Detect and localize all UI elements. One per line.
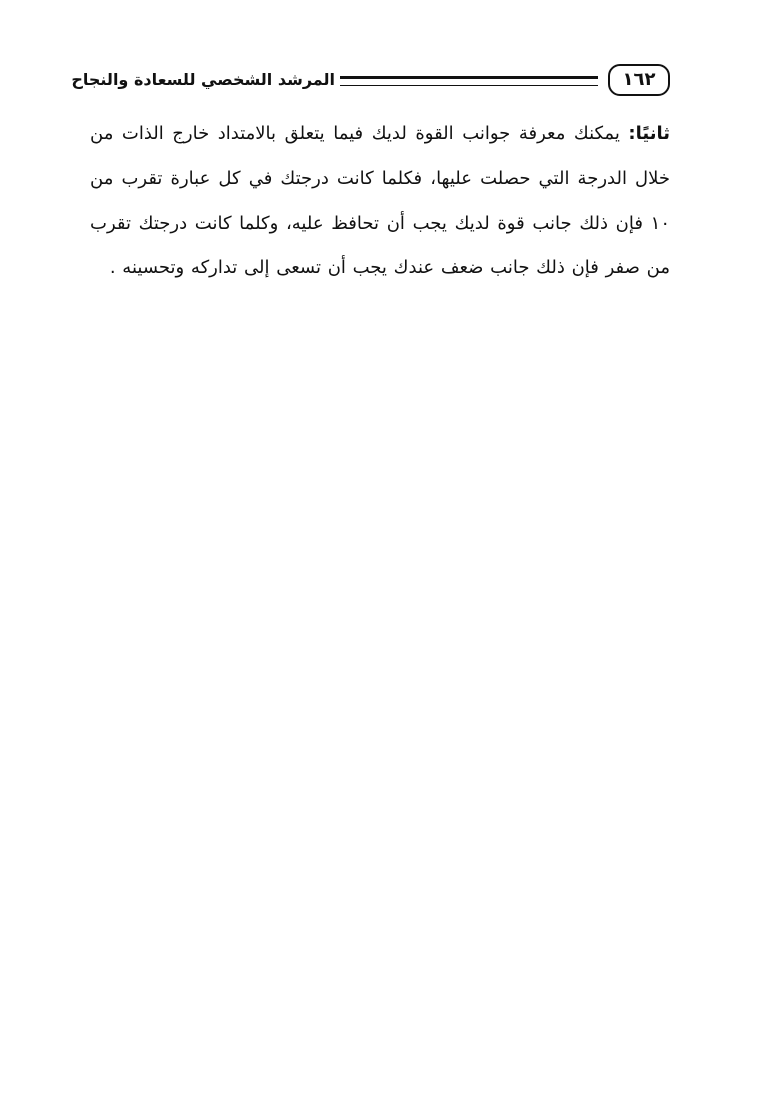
page-number-badge [608,64,670,96]
paragraph-lead: ثانيًا: [628,123,670,144]
paragraph-text: يمكنك معرفة جوانب القوة لديك فيما يتعلق بالامتداد خارج الذات من خلال الدرجة التي حصلت عليها، فكلما كانت درجتك في كل عبارة تقرب من ١٠ فإن ذلك جانب قوة لديك يجب أن تحافظ عليه، وكلما كانت درجتك تقرب من صفر فإن ذلك جانب ضعف عندك يجب أن تسعى إلى تداركه وتحسينه . [90,123,670,279]
header-rule [340,76,598,86]
body-paragraph [90,112,670,291]
running-title: المرشد الشخصي للسعادة والنجاح [71,70,335,89]
page-number: ١٦٢ [622,69,656,90]
page-body [90,112,670,291]
page-header [71,64,670,102]
